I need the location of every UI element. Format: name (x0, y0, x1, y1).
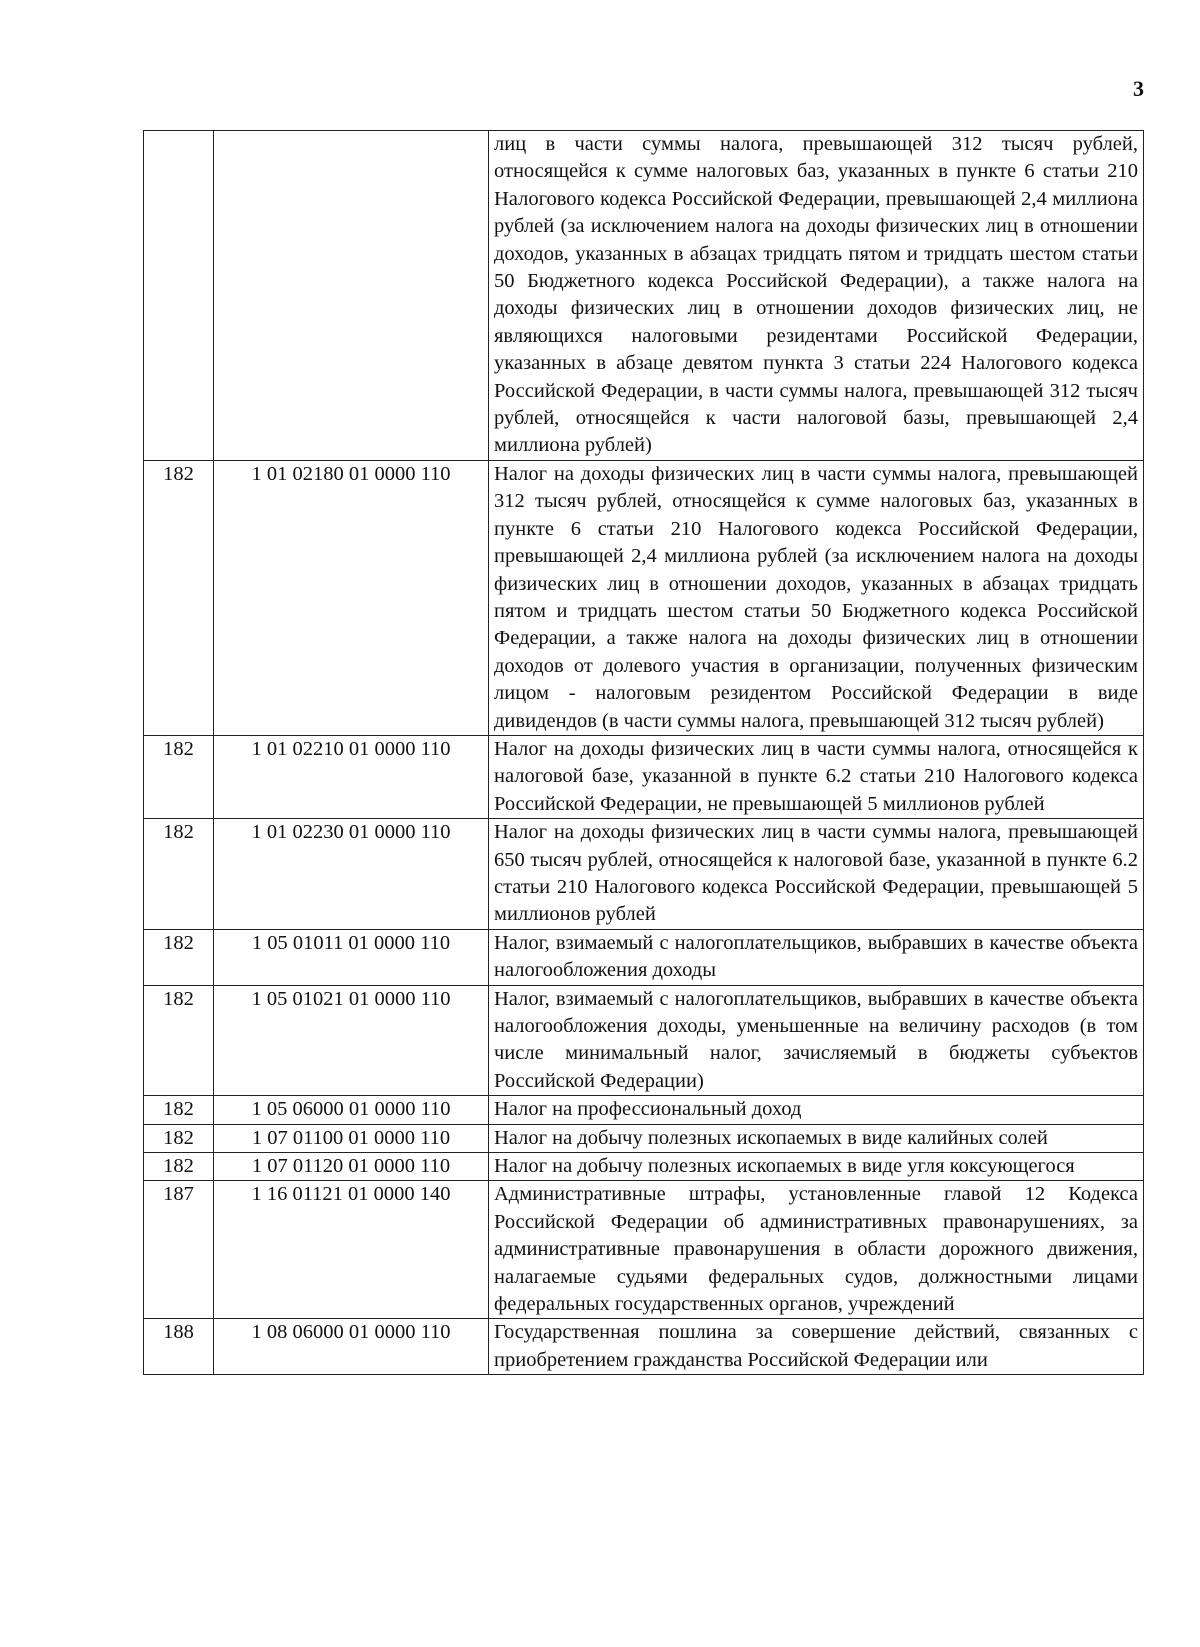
description-cell: Государственная пошлина за совершение действий, связанных с приобретением гражданства Российской Федерации или (489, 1319, 1144, 1375)
table-row (144, 1096, 1144, 1124)
admin-code-cell: 182 (144, 819, 214, 930)
budget-code-cell: 1 01 02180 01 0000 110 (214, 460, 489, 735)
table-row (144, 460, 1144, 735)
admin-code-cell: 182 (144, 1153, 214, 1181)
description-cell: Налог на добычу полезных ископаемых в виде угля коксующегося (489, 1153, 1144, 1181)
budget-code-cell: 1 05 01011 01 0000 110 (214, 929, 489, 985)
budget-code-cell: 1 01 02230 01 0000 110 (214, 819, 489, 930)
description-cell: лиц в части суммы налога, превышающей 312 тысяч рублей, относящейся к сумме налоговых баз, указанных в пункте 6 статьи 210 Налогового кодекса Российской Федерации, превышающей 2,4 миллиона рублей (за исключением налога на доходы физических лиц в отношении доходов, указанных в абзацах тридцать пятом и тридцать шестом статьи 50 Бюджетного кодекса Российской Федерации), а также налога на доходы физических лиц в отношении доходов физических лиц, не являющихся налоговыми резидентами Российской Федерации, указанных в абзаце девятом пункта 3 статьи 224 Налогового кодекса Российской Федерации, в части суммы налога, превышающей 312 тысяч рублей, относящейся к части налоговой базы, превышающей 2,4 миллиона рублей) (489, 131, 1144, 461)
admin-code-cell: 182 (144, 735, 214, 818)
description-cell: Налог, взимаемый с налогоплательщиков, выбравших в качестве объекта налогообложения доходы (489, 929, 1144, 985)
table-row (144, 131, 1144, 461)
admin-code-cell: 188 (144, 1319, 214, 1375)
description-cell: Административные штрафы, установленные главой 12 Кодекса Российской Федерации об административных правонарушениях, за административные правонарушения в области дорожного движения, налагаемые судьями федеральных судов, должностными лицами федеральных государственных органов, учреждений (489, 1181, 1144, 1319)
page-number: 3 (1133, 76, 1144, 101)
admin-code-cell: 182 (144, 460, 214, 735)
budget-code-cell: 1 08 06000 01 0000 110 (214, 1319, 489, 1375)
budget-code-cell: 1 07 01120 01 0000 110 (214, 1153, 489, 1181)
budget-code-cell: 1 16 01121 01 0000 140 (214, 1181, 489, 1319)
description-cell: Налог на доходы физических лиц в части суммы налога, превышающей 650 тысяч рублей, относящейся к налоговой базе, указанной в пункте 6.2 статьи 210 Налогового кодекса Российской Федерации, превышающей 5 миллионов рублей (489, 819, 1144, 930)
admin-code-cell: 182 (144, 929, 214, 985)
admin-code-cell: 182 (144, 1124, 214, 1152)
table-row (144, 1181, 1144, 1319)
admin-code-cell (144, 131, 214, 461)
description-cell: Налог на добычу полезных ископаемых в виде калийных солей (489, 1124, 1144, 1152)
budget-code-cell: 1 05 01021 01 0000 110 (214, 985, 489, 1096)
budget-code-cell: 1 07 01100 01 0000 110 (214, 1124, 489, 1152)
table-row (144, 1124, 1144, 1152)
description-cell: Налог на доходы физических лиц в части суммы налога, относящейся к налоговой базе, указанной в пункте 6.2 статьи 210 Налогового кодекса Российской Федерации, не превышающей 5 миллионов рублей (489, 735, 1144, 818)
table-row (144, 985, 1144, 1096)
table-row (144, 819, 1144, 930)
table-row (144, 735, 1144, 818)
description-cell: Налог на профессиональный доход (489, 1096, 1144, 1124)
budget-code-cell: 1 01 02210 01 0000 110 (214, 735, 489, 818)
description-cell: Налог, взимаемый с налогоплательщиков, выбравших в качестве объекта налогообложения доходы, уменьшенные на величину расходов (в том числе минимальный налог, зачисляемый в бюджеты субъектов Российской Федерации) (489, 985, 1144, 1096)
admin-code-cell: 182 (144, 985, 214, 1096)
admin-code-cell: 187 (144, 1181, 214, 1319)
budget-code-cell: 1 05 06000 01 0000 110 (214, 1096, 489, 1124)
admin-code-cell: 182 (144, 1096, 214, 1124)
budget-codes-table (143, 130, 1144, 1375)
budget-code-cell (214, 131, 489, 461)
table-row (144, 929, 1144, 985)
description-cell: Налог на доходы физических лиц в части суммы налога, превышающей 312 тысяч рублей, относящейся к сумме налоговых баз, указанных в пункте 6 статьи 210 Налогового кодекса Российской Федерации, превышающей 2,4 миллиона рублей (за исключением налога на доходы физических лиц в отношении доходов, указанных в абзацах тридцать пятом и тридцать шестом статьи 50 Бюджетного кодекса Российской Федерации, а также налога на доходы физических лиц в отношении доходов от долевого участия в организации, полученных физическим лицом - налоговым резидентом Российской Федерации в виде дивидендов (в части суммы налога, превышающей 312 тысяч рублей) (489, 460, 1144, 735)
table-row (144, 1153, 1144, 1181)
table-row (144, 1319, 1144, 1375)
